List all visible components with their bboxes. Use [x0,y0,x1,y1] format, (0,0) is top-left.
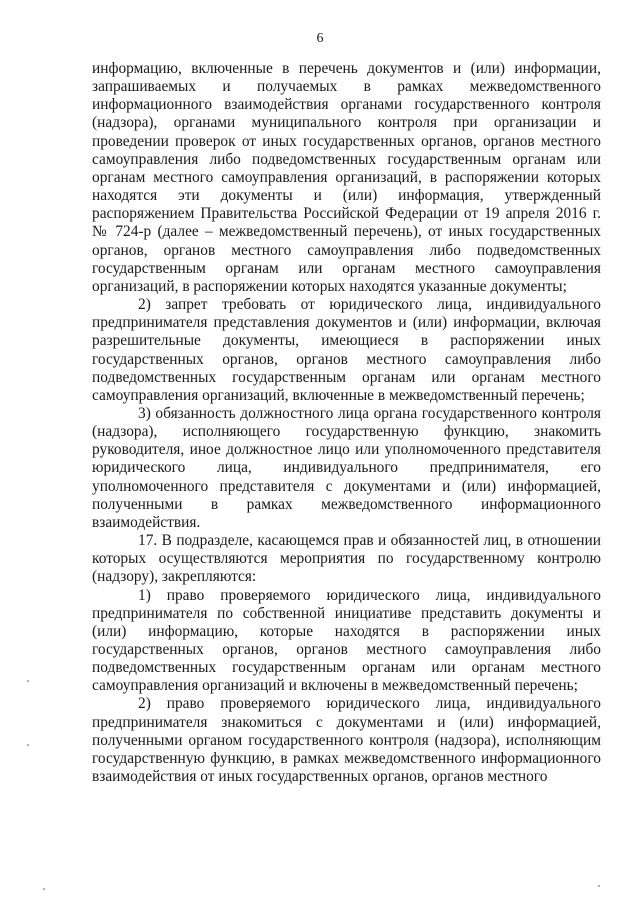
scan-artifact [27,680,29,682]
scan-artifact [27,744,29,746]
paragraph-item-2: 2) запрет требовать от юридического лица, индивидуального предпринимателя представления документов и (или) информации, включая разрешительные документы, имеющиеся в распоряжении иных государственных органов, органов местного самоуправления либо подведомственных государственным органам или органам местного самоуправления организаций, включенные в межведомственный перечень; [92,296,601,404]
document-body [92,60,601,786]
page-number: 6 [316,31,324,46]
paragraph-right-2: 2) право проверяемого юридического лица, индивидуального предпринимателя знакомиться с документами и (или) информацией, полученными органом государственного контроля (надзора), исполняющим государственную функцию, в рамках межведомственного информационного взаимодействия от иных государственных органов, органов местного [92,695,601,786]
scan-artifact [43,888,45,890]
paragraph-right-1: 1) право проверяемого юридического лица, индивидуального предпринимателя по собственной инициативе представить документы и (или) информацию, которые находятся в распоряжении иных государственных органов, органов местного самоуправления либо подведомственных государственным органам или органам местного самоуправления организаций и включены в межведомственный перечень; [92,586,601,695]
scan-artifact [598,885,600,887]
paragraph-section-17: 17. В подразделе, касающемся прав и обязанностей лиц, в отношении которых осуществляются мероприятия по государственному контролю (надзору), закрепляются: [92,532,601,586]
paragraph-continuation: информацию, включенные в перечень документов и (или) информации, запрашиваемых и получаемых в рамках межведомственного информационного взаимодействия органами государственного контроля (надзора), органами муниципального контроля при организации и проведении проверок от иных государственных органов, органов местного самоуправления либо подведомственных государственным органам или органам местного самоуправления организаций, в распоряжении которых находятся эти документы и (или) информация, утвержденный распоряжением Правительства Российской Федерации от 19 апреля 2016 г. № 724-р (далее – межведомственный перечень), от иных государственных органов, органов местного самоуправления либо подведомственных государственным органам или органам местного самоуправления организаций, в распоряжении которых находятся указанные документы; [92,60,601,295]
paragraph-item-3: 3) обязанность должностного лица органа государственного контроля (надзора), исполняющего государственную функцию, знакомить руководителя, иное должностное лицо или уполномоченного представителя юридического лица, индивидуального предпринимателя, его уполномоченного представителя с документами и (или) информацией, полученными в рамках межведомственного информационного взаимодействия. [92,404,601,531]
